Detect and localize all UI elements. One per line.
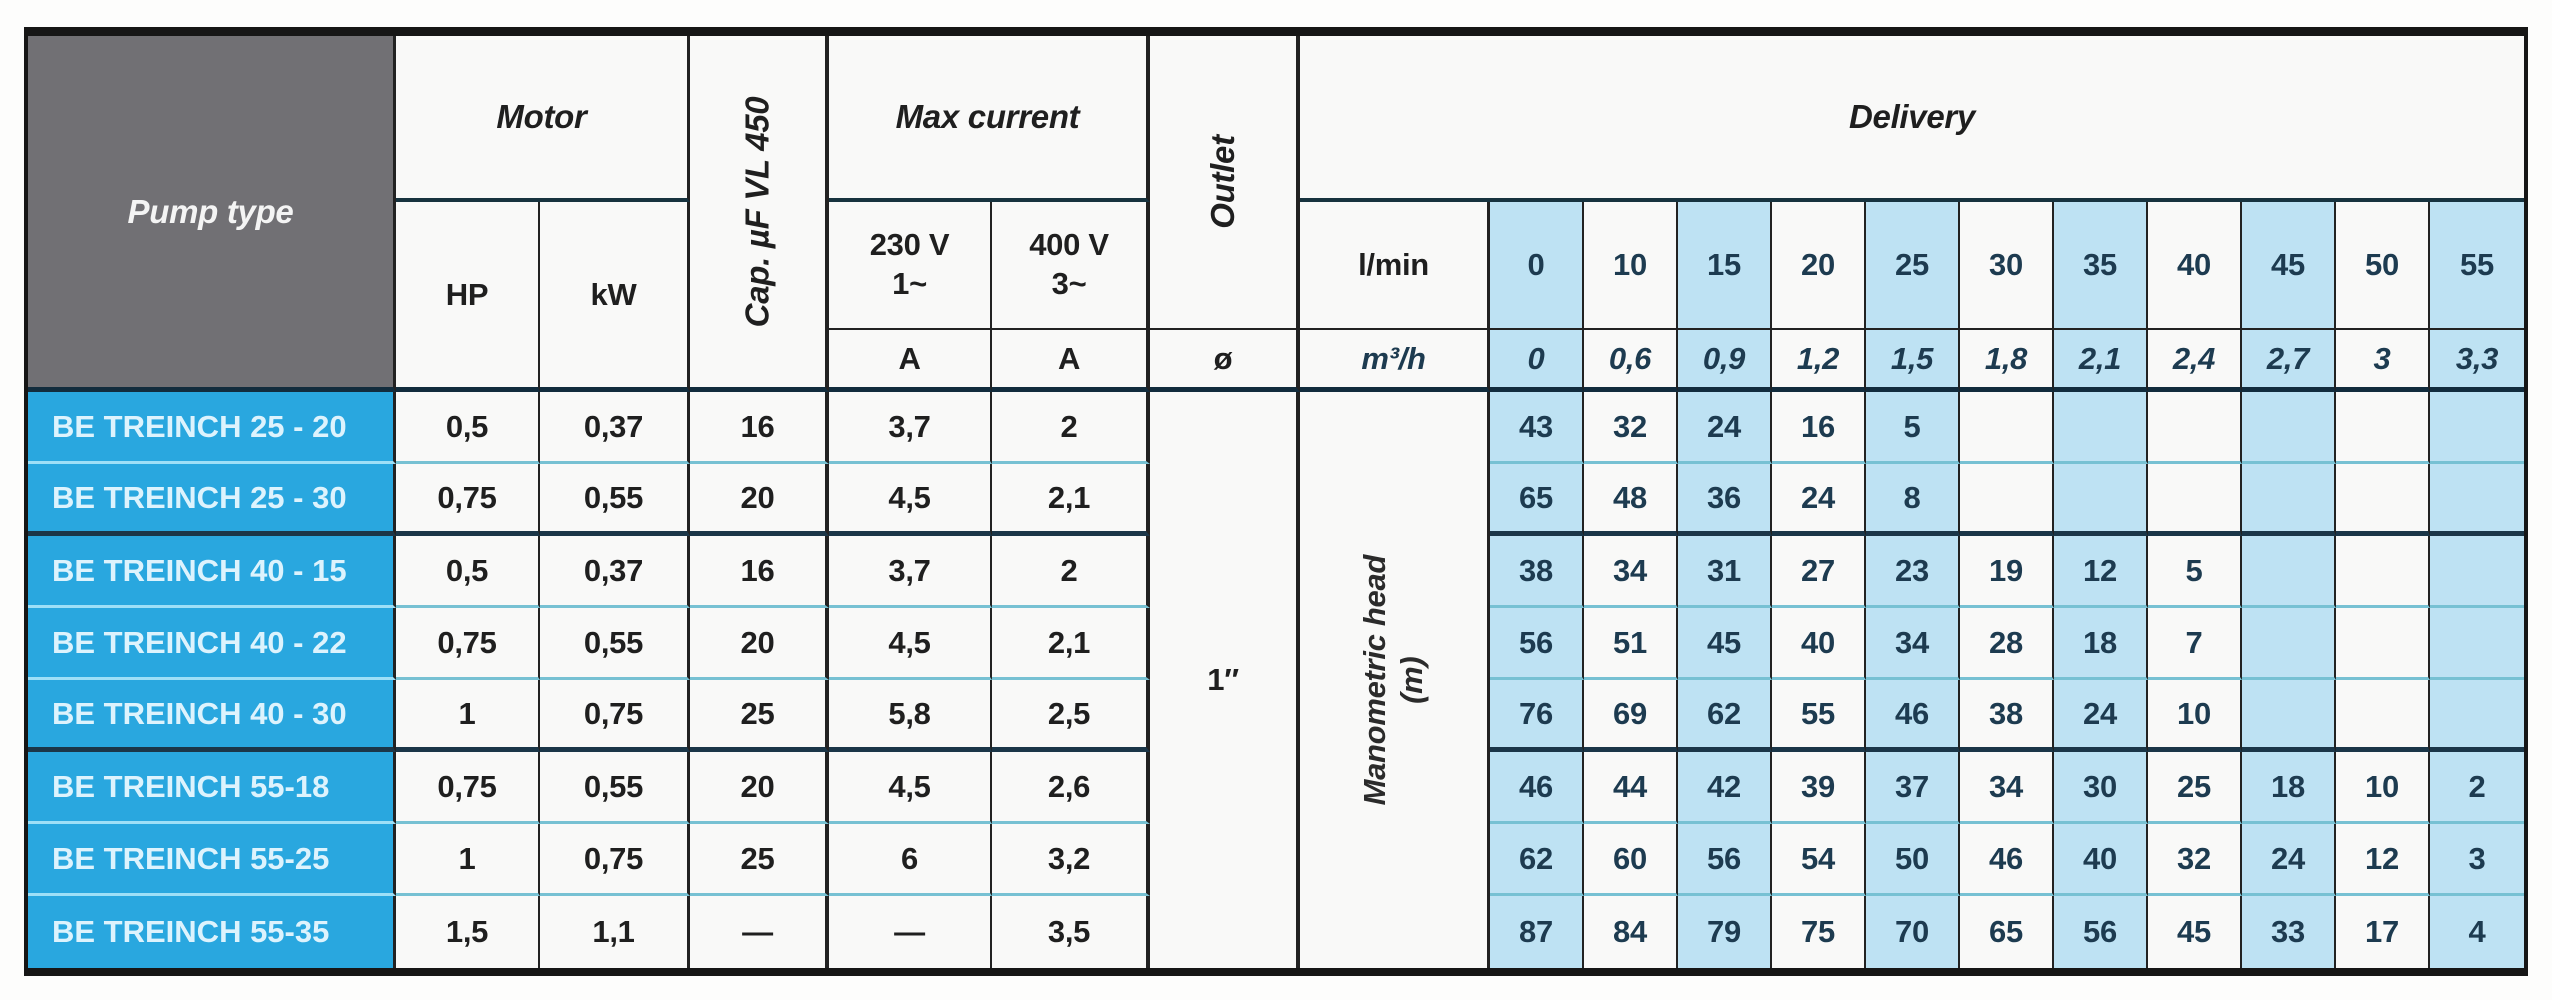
spec-cell-row7-col3: 25 [690,824,829,896]
pump-type-cell-row3: BE TREINCH 40 - 15 [28,536,396,608]
delivery-cell-row7-flow55: 3 [2430,824,2524,896]
spec-cell-row3-col2: 0,37 [540,536,690,608]
delivery-cell-row3-flow0: 38 [1490,536,1584,608]
delivery-cell-row2-flow55 [2430,464,2524,536]
delivery-cell-row8-flow25: 70 [1866,896,1960,968]
delivery-cell-row3-flow30: 19 [1960,536,2054,608]
outlet-header: Outlet [1150,36,1300,330]
pump-type-header [28,36,396,392]
delivery-cell-row2-flow0: 65 [1490,464,1584,536]
delivery-cell-row1-flow40 [2148,392,2242,464]
amp-unit-230: A [829,330,992,392]
delivery-cell-row4-flow0: 56 [1490,608,1584,680]
flow-lmin-header-10: 10 [1584,202,1678,330]
delivery-cell-row8-flow40: 45 [2148,896,2242,968]
delivery-cell-row2-flow45 [2242,464,2336,536]
delivery-cell-row4-flow45 [2242,608,2336,680]
flow-lmin-header-25: 25 [1866,202,1960,330]
delivery-cell-row3-flow10: 34 [1584,536,1678,608]
delivery-cell-row2-flow35 [2054,464,2148,536]
spec-cell-row2-col5: 2,1 [992,464,1150,536]
delivery-cell-row6-flow55: 2 [2430,752,2524,824]
delivery-cell-row6-flow30: 34 [1960,752,2054,824]
spec-cell-row5-col4: 5,8 [829,680,992,752]
spec-cell-row7-col5: 3,2 [992,824,1150,896]
delivery-cell-row2-flow10: 48 [1584,464,1678,536]
delivery-cell-row5-flow10: 69 [1584,680,1678,752]
voltage-400-header: 400 V 3~ [992,202,1150,330]
flow-lmin-header-45: 45 [2242,202,2336,330]
delivery-cell-row7-flow0: 62 [1490,824,1584,896]
flow-lmin-header-35: 35 [2054,202,2148,330]
spec-cell-row7-col1: 1 [396,824,540,896]
delivery-cell-row7-flow35: 40 [2054,824,2148,896]
spec-cell-row3-col5: 2 [992,536,1150,608]
delivery-cell-row4-flow20: 40 [1772,608,1866,680]
delivery-cell-row5-flow30: 38 [1960,680,2054,752]
pump-type-cell-row6: BE TREINCH 55-18 [28,752,396,824]
delivery-cell-row4-flow25: 34 [1866,608,1960,680]
delivery-cell-row6-flow10: 44 [1584,752,1678,824]
spec-cell-row4-col2: 0,55 [540,608,690,680]
pump-type-cell-row4: BE TREINCH 40 - 22 [28,608,396,680]
delivery-cell-row3-flow35: 12 [2054,536,2148,608]
pump-type-label: Pump type [127,192,294,230]
delivery-header: Delivery [1300,36,2524,202]
flow-lmin-header-15: 15 [1678,202,1772,330]
delivery-cell-row1-flow25: 5 [1866,392,1960,464]
delivery-cell-row8-flow35: 56 [2054,896,2148,968]
delivery-cell-row4-flow30: 28 [1960,608,2054,680]
delivery-cell-row7-flow40: 32 [2148,824,2242,896]
flow-lmin-header-50: 50 [2336,202,2430,330]
spec-cell-row5-col3: 25 [690,680,829,752]
delivery-cell-row6-flow50: 10 [2336,752,2430,824]
delivery-cell-row6-flow0: 46 [1490,752,1584,824]
delivery-cell-row5-flow25: 46 [1866,680,1960,752]
delivery-cell-row1-flow45 [2242,392,2336,464]
delivery-cell-row3-flow25: 23 [1866,536,1960,608]
spec-cell-row2-col2: 0,55 [540,464,690,536]
spec-cell-row6-col5: 2,6 [992,752,1150,824]
delivery-cell-row2-flow40 [2148,464,2242,536]
delivery-cell-row8-flow0: 87 [1490,896,1584,968]
flow-m3h-header-9: 3 [2336,330,2430,392]
delivery-cell-row3-flow20: 27 [1772,536,1866,608]
spec-cell-row8-col4: — [829,896,992,968]
spec-cell-row8-col5: 3,5 [992,896,1150,968]
flow-m3h-header-2: 0,9 [1678,330,1772,392]
flow-m3h-header-10: 3,3 [2430,330,2524,392]
delivery-cell-row7-flow30: 46 [1960,824,2054,896]
delivery-cell-row3-flow50 [2336,536,2430,608]
delivery-cell-row8-flow55: 4 [2430,896,2524,968]
delivery-cell-row7-flow10: 60 [1584,824,1678,896]
delivery-cell-row8-flow30: 65 [1960,896,2054,968]
delivery-cell-row4-flow35: 18 [2054,608,2148,680]
spec-cell-row2-col1: 0,75 [396,464,540,536]
spec-cell-row3-col3: 16 [690,536,829,608]
delivery-cell-row2-flow15: 36 [1678,464,1772,536]
delivery-cell-row8-flow15: 79 [1678,896,1772,968]
spec-cell-row4-col3: 20 [690,608,829,680]
manometric-head-cell [1300,392,1490,968]
delivery-cell-row5-flow20: 55 [1772,680,1866,752]
delivery-cell-row6-flow15: 42 [1678,752,1772,824]
delivery-cell-row7-flow50: 12 [2336,824,2430,896]
hp-header: HP [396,202,540,392]
spec-cell-row6-col2: 0,55 [540,752,690,824]
delivery-cell-row8-flow10: 84 [1584,896,1678,968]
delivery-cell-row5-flow35: 24 [2054,680,2148,752]
delivery-cell-row3-flow45 [2242,536,2336,608]
flow-m3h-header-4: 1,5 [1866,330,1960,392]
flow-m3h-header-3: 1,2 [1772,330,1866,392]
delivery-cell-row1-flow55 [2430,392,2524,464]
flow-lmin-header-40: 40 [2148,202,2242,330]
delivery-cell-row4-flow40: 7 [2148,608,2242,680]
spec-cell-row8-col2: 1,1 [540,896,690,968]
delivery-cell-row5-flow15: 62 [1678,680,1772,752]
max-current-header: Max current [829,36,1150,202]
pump-type-cell-row8: BE TREINCH 55-35 [28,896,396,968]
delivery-cell-row8-flow50: 17 [2336,896,2430,968]
delivery-cell-row4-flow55 [2430,608,2524,680]
flow-m3h-header-7: 2,4 [2148,330,2242,392]
voltage-230-header: 230 V 1~ [829,202,992,330]
delivery-cell-row1-flow30 [1960,392,2054,464]
spec-cell-row1-col5: 2 [992,392,1150,464]
delivery-cell-row1-flow20: 16 [1772,392,1866,464]
spec-cell-row6-col1: 0,75 [396,752,540,824]
spec-cell-row4-col4: 4,5 [829,608,992,680]
flow-lmin-header-20: 20 [1772,202,1866,330]
flow-lmin-header-55: 55 [2430,202,2524,330]
spec-cell-row2-col3: 20 [690,464,829,536]
spec-cell-row4-col5: 2,1 [992,608,1150,680]
delivery-cell-row1-flow15: 24 [1678,392,1772,464]
delivery-cell-row6-flow20: 39 [1772,752,1866,824]
delivery-cell-row5-flow45 [2242,680,2336,752]
spec-cell-row2-col4: 4,5 [829,464,992,536]
delivery-cell-row3-flow15: 31 [1678,536,1772,608]
pump-type-cell-row7: BE TREINCH 55-25 [28,824,396,896]
spec-cell-row3-col4: 3,7 [829,536,992,608]
spec-cell-row5-col5: 2,5 [992,680,1150,752]
outlet-value-cell: 1″ [1150,392,1300,968]
manometric-head-label: Manometric head (m) [1357,554,1430,806]
delivery-cell-row7-flow25: 50 [1866,824,1960,896]
spec-cell-row1-col3: 16 [690,392,829,464]
delivery-cell-row2-flow20: 24 [1772,464,1866,536]
delivery-cell-row4-flow15: 45 [1678,608,1772,680]
flow-m3h-header-5: 1,8 [1960,330,2054,392]
delivery-cell-row5-flow50 [2336,680,2430,752]
delivery-cell-row5-flow0: 76 [1490,680,1584,752]
flow-m3h-header-8: 2,7 [2242,330,2336,392]
capacitor-header: Cap. µF VL 450 [690,36,829,392]
spec-cell-row6-col4: 4,5 [829,752,992,824]
delivery-cell-row1-flow50 [2336,392,2430,464]
amp-unit-400: A [992,330,1150,392]
flow-m3h-header-6: 2,1 [2054,330,2148,392]
spec-cell-row7-col4: 6 [829,824,992,896]
spec-cell-row5-col2: 0,75 [540,680,690,752]
spec-cell-row8-col1: 1,5 [396,896,540,968]
delivery-cell-row6-flow25: 37 [1866,752,1960,824]
flow-m3h-header-1: 0,6 [1584,330,1678,392]
pump-type-cell-row1: BE TREINCH 25 - 20 [28,392,396,464]
spec-cell-row6-col3: 20 [690,752,829,824]
delivery-cell-row7-flow20: 54 [1772,824,1866,896]
delivery-cell-row1-flow35 [2054,392,2148,464]
spec-cell-row8-col3: — [690,896,829,968]
pump-type-cell-row2: BE TREINCH 25 - 30 [28,464,396,536]
spec-cell-row7-col2: 0,75 [540,824,690,896]
delivery-cell-row7-flow15: 56 [1678,824,1772,896]
delivery-cell-row8-flow45: 33 [2242,896,2336,968]
spec-cell-row1-col4: 3,7 [829,392,992,464]
delivery-cell-row3-flow40: 5 [2148,536,2242,608]
pump-spec-table [24,27,2528,976]
spec-cell-row1-col2: 0,37 [540,392,690,464]
spec-cell-row4-col1: 0,75 [396,608,540,680]
spec-cell-row1-col1: 0,5 [396,392,540,464]
delivery-cell-row5-flow55 [2430,680,2524,752]
spec-cell-row5-col1: 1 [396,680,540,752]
motor-header: Motor [396,36,690,202]
pump-type-cell-row5: BE TREINCH 40 - 30 [28,680,396,752]
delivery-cell-row6-flow35: 30 [2054,752,2148,824]
flow-m3h-header-0: 0 [1490,330,1584,392]
delivery-cell-row2-flow50 [2336,464,2430,536]
delivery-cell-row2-flow30 [1960,464,2054,536]
delivery-cell-row8-flow20: 75 [1772,896,1866,968]
delivery-cell-row6-flow45: 18 [2242,752,2336,824]
delivery-cell-row1-flow0: 43 [1490,392,1584,464]
lmin-label: l/min [1300,202,1490,330]
spec-cell-row3-col1: 0,5 [396,536,540,608]
outlet-diameter-header: ø [1150,330,1300,392]
delivery-cell-row1-flow10: 32 [1584,392,1678,464]
delivery-cell-row3-flow55 [2430,536,2524,608]
flow-lmin-header-0: 0 [1490,202,1584,330]
delivery-cell-row7-flow45: 24 [2242,824,2336,896]
flow-lmin-header-30: 30 [1960,202,2054,330]
delivery-cell-row4-flow50 [2336,608,2430,680]
kw-header: kW [540,202,690,392]
delivery-cell-row2-flow25: 8 [1866,464,1960,536]
m3h-label: m³/h [1300,330,1490,392]
delivery-cell-row4-flow10: 51 [1584,608,1678,680]
delivery-cell-row5-flow40: 10 [2148,680,2242,752]
delivery-cell-row6-flow40: 25 [2148,752,2242,824]
